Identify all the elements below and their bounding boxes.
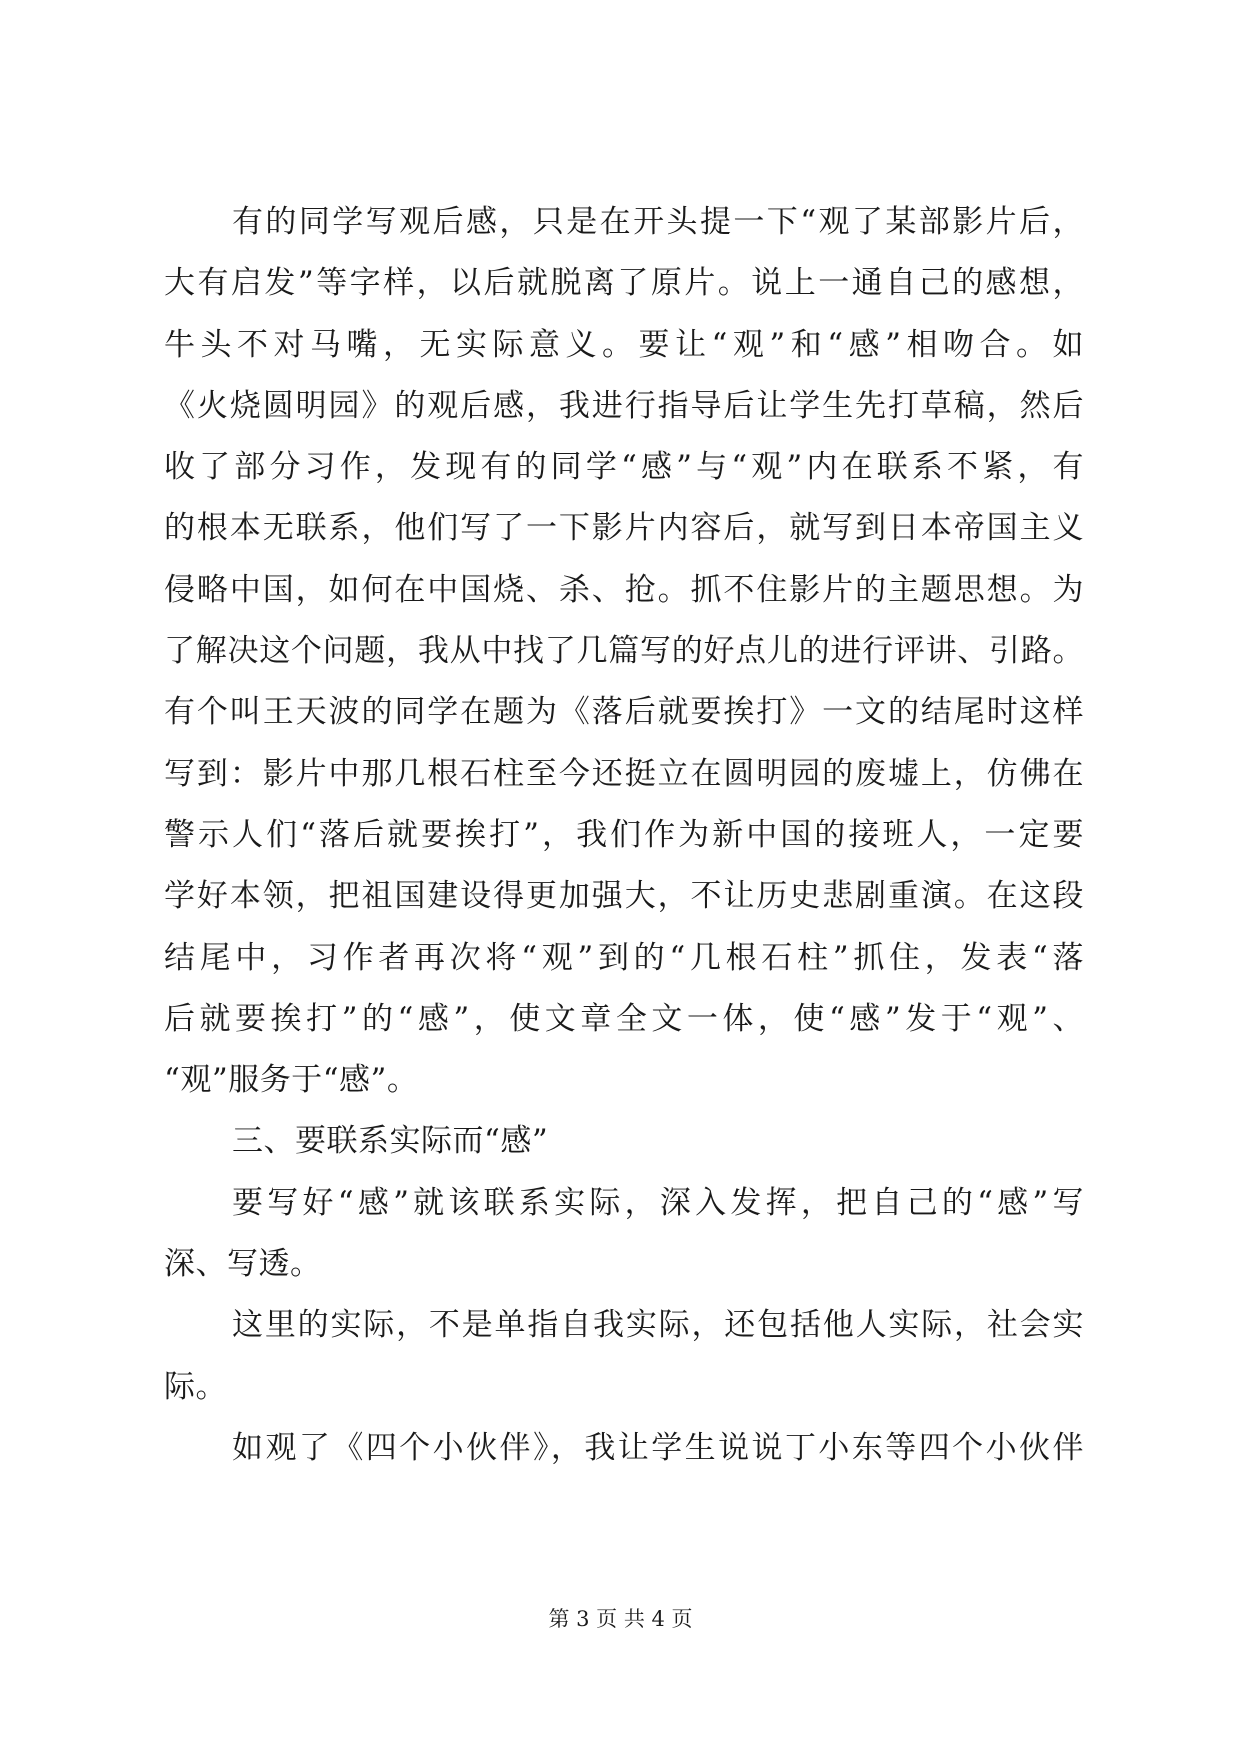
text-line: 要写好“感”就该联系实际，深入发挥，把自己的“感”写 [232,1184,1084,1221]
text-line: 侵略中国，如何在中国烧、杀、抢。抓不住影片的主题思想。为 [164,571,1084,608]
text-line: 这里的实际，不是单指自我实际，还包括他人实际，社会实 [232,1307,1084,1344]
text-line: 写到：影片中那几根石柱至今还挺立在圆明园的废墟上，仿佛在 [164,755,1084,792]
page-footer: 第 3 页 共 4 页 [548,1607,693,1631]
text-line: 深、写透。 [164,1246,322,1283]
text-line: 大有启发”等字样，以后就脱离了原片。说上一通自己的感想， [164,265,1084,302]
text-line: 警示人们“落后就要挨打”，我们作为新中国的接班人，一定要 [164,816,1084,853]
text-line: 后就要挨打”的“感”，使文章全文一体，使“感”发于“观”、 [164,1000,1084,1037]
text-line: 牛头不对马嘴，无实际意义。要让“观”和“感”相吻合。如 [164,326,1084,363]
text-line: 了解决这个问题，我从中找了几篇写的好点儿的进行评讲、引路。 [164,633,1084,670]
text-line: 的根本无联系，他们写了一下影片内容后，就写到日本帝国主义 [164,510,1084,547]
text-line: 《火烧圆明园》的观后感，我进行指导后让学生先打草稿，然后 [164,387,1084,424]
document-body [164,192,1084,1479]
text-line: 收了部分习作，发现有的同学“感”与“观”内在联系不紧，有 [164,449,1084,486]
text-line: 有的同学写观后感，只是在开头提一下“观了某部影片后， [232,204,1084,240]
section-heading: 三、要联系实际而“感” [232,1123,549,1160]
text-line: 结尾中，习作者再次将“观”到的“几根石柱”抓住，发表“落 [164,939,1084,976]
text-line: 如观了《四个小伙伴》，我让学生说说丁小东等四个小伙伴 [232,1429,1084,1466]
text-line: 有个叫王天波的同学在题为《落后就要挨打》一文的结尾时这样 [164,694,1084,731]
text-line: “观”服务于“感”。 [164,1062,419,1099]
text-line: 学好本领，把祖国建设得更加强大，不让历史悲剧重演。在这段 [164,878,1084,915]
text-line: 际。 [164,1368,227,1405]
